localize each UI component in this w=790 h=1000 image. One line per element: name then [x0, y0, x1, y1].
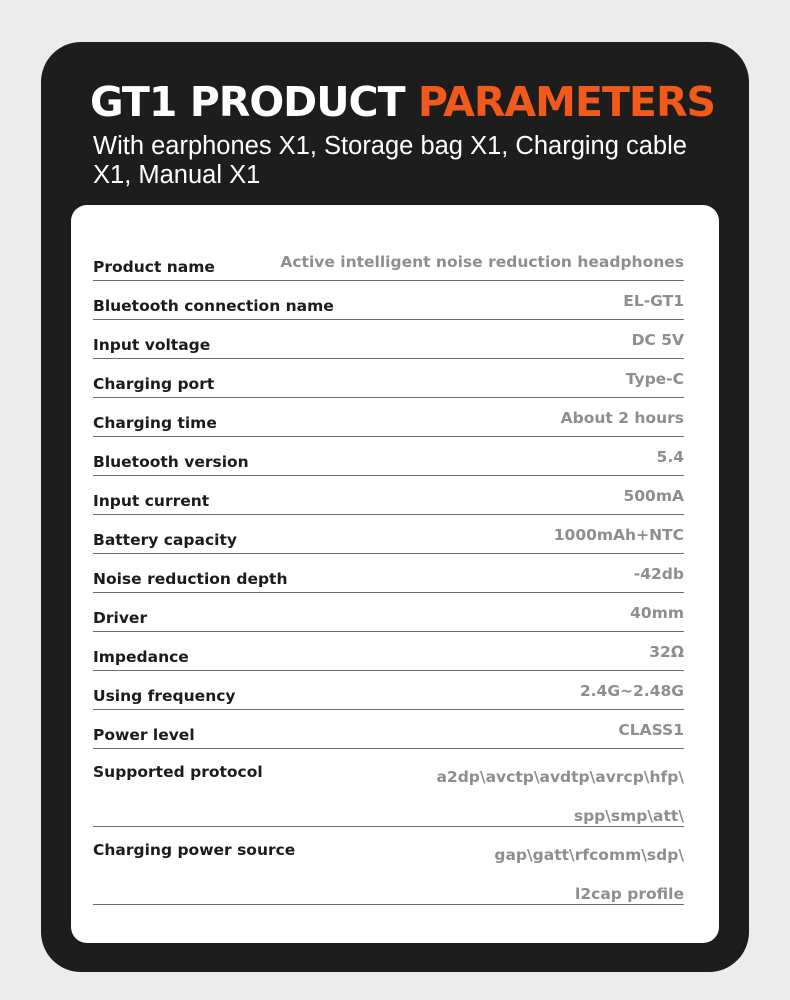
spec-value: Active intelligent noise reduction headphones	[280, 253, 684, 271]
spec-row-supported-protocol	[93, 749, 684, 827]
spec-label: Input voltage	[93, 336, 211, 354]
page-title	[90, 78, 716, 126]
spec-row-charging-port	[93, 359, 684, 398]
spec-value: EL-GT1	[623, 292, 684, 310]
spec-row-charging-power-source	[93, 827, 684, 905]
spec-value: -42db	[633, 565, 684, 583]
spec-label: Charging port	[93, 375, 215, 393]
spec-label: Driver	[93, 609, 148, 627]
product-parameters-panel	[41, 42, 749, 972]
spec-label: Bluetooth connection name	[93, 297, 334, 315]
spec-value: 2.4G~2.48G	[579, 682, 684, 700]
title-accent: PARAMETERS	[417, 78, 716, 126]
spec-label: Noise reduction depth	[93, 570, 288, 588]
spec-table	[93, 242, 684, 905]
spec-label: Product name	[93, 258, 215, 276]
spec-row-input-voltage	[93, 320, 684, 359]
spec-row-charging-time	[93, 398, 684, 437]
spec-value: CLASS1	[618, 721, 684, 739]
spec-value: About 2 hours	[560, 409, 684, 427]
spec-row-bluetooth-version	[93, 437, 684, 476]
spec-label: Using frequency	[93, 687, 236, 705]
spec-row-using-frequency	[93, 671, 684, 710]
spec-row-noise-reduction-depth	[93, 554, 684, 593]
spec-label: Supported protocol	[93, 763, 263, 781]
spec-value: 40mm	[630, 604, 684, 622]
spec-value: 32Ω	[649, 643, 684, 661]
spec-row-input-current	[93, 476, 684, 515]
spec-label: Charging time	[93, 414, 217, 432]
spec-value: DC 5V	[631, 331, 684, 349]
spec-row-product-name	[93, 242, 684, 281]
package-contents-subtitle: With earphones X1, Storage bag X1, Charging cable X1, Manual X1	[93, 132, 687, 189]
spec-label: Bluetooth version	[93, 453, 249, 471]
spec-value: Type-C	[625, 370, 684, 388]
spec-label: Battery capacity	[93, 531, 237, 549]
spec-label: Input current	[93, 492, 210, 510]
spec-label: Power level	[93, 726, 195, 744]
spec-value: 5.4	[656, 448, 684, 466]
title-main: GT1 PRODUCT	[90, 78, 405, 126]
spec-label: Charging power source	[93, 841, 296, 859]
spec-row-impedance	[93, 632, 684, 671]
spec-row-power-level	[93, 710, 684, 749]
spec-row-battery-capacity	[93, 515, 684, 554]
spec-value: 500mA	[623, 487, 684, 505]
spec-value: 1000mAh+NTC	[553, 526, 684, 544]
spec-value: a2dp\avctp\avdtp\avrcp\hfp\ spp\smp\att\	[436, 768, 684, 825]
spec-label: Impedance	[93, 648, 189, 666]
spec-row-driver	[93, 593, 684, 632]
spec-row-bluetooth-name	[93, 281, 684, 320]
spec-card	[71, 205, 719, 943]
spec-value: gap\gatt\rfcomm\sdp\ l2cap profile	[494, 846, 684, 903]
